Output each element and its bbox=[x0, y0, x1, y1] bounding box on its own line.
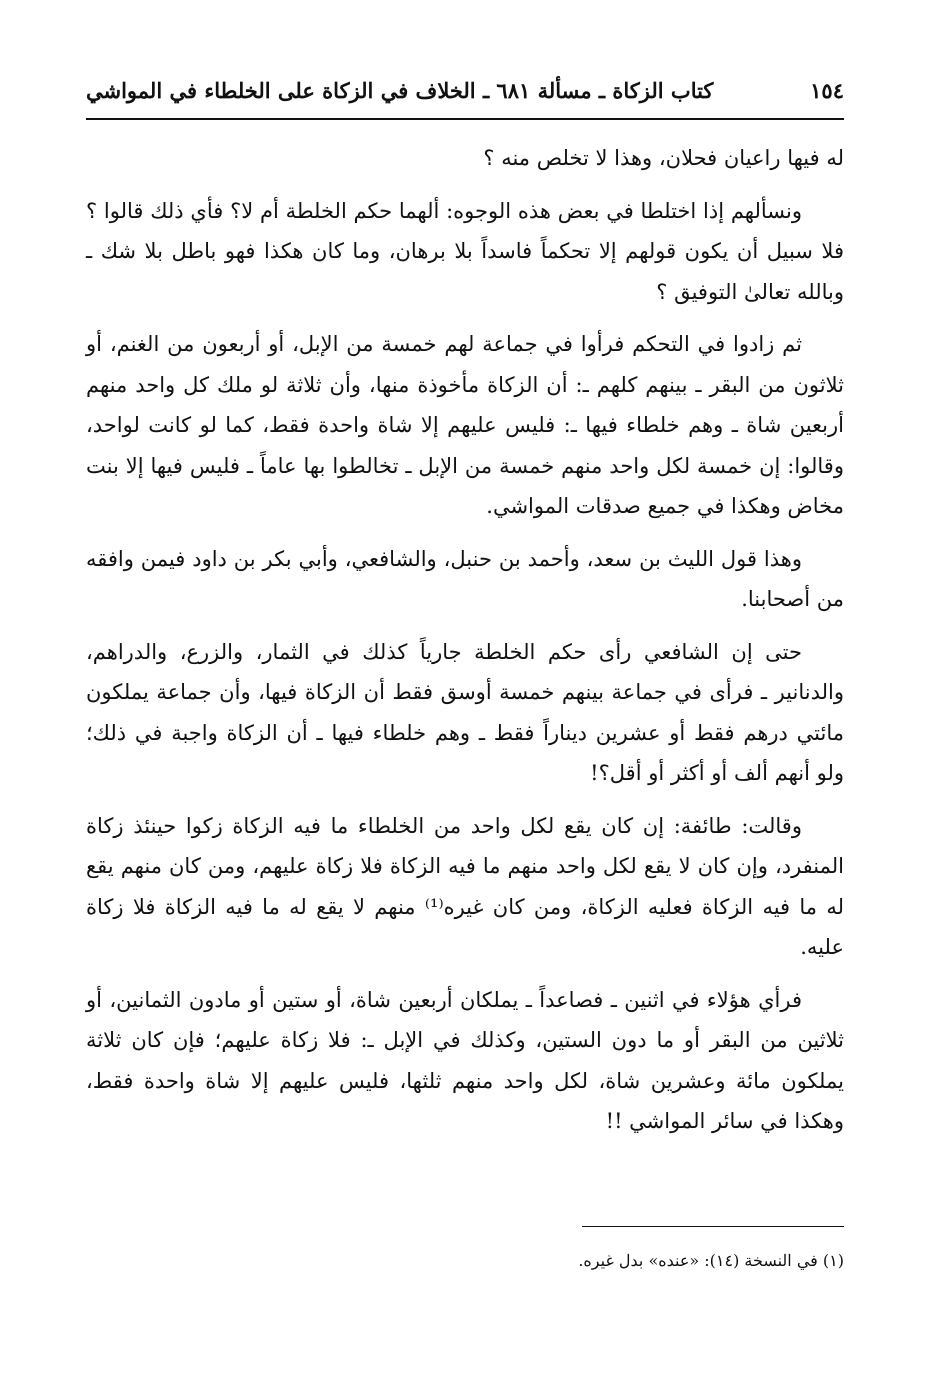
paragraph: وهذا قول الليث بن سعد، وأحمد بن حنبل، والشافعي، وأبي بكر بن داود فيمن وافقه من أصحابنا. bbox=[86, 546, 844, 611]
running-header bbox=[86, 68, 844, 112]
paragraph: فرأي هؤلاء في اثنين ـ فصاعداً ـ يملكان أربعين شاة، أو ستين أو مادون الثمانين، أو ثلاثين من البقر أو ما دون الستين، وكذلك في الإبل ـ: فلا زكاة عليهم؛ فإن كان ثلاثة يملكون مائة وعشرين شاة، لكل واحد منهم ثلثها، فليس عليهم إلا شاة واحدة فقط، وهكذا في سائر المواشي !! bbox=[86, 987, 844, 1133]
footnote: (١) في النسخة (١٤): «عنده» بدل غيره. bbox=[578, 1251, 844, 1270]
header-rule bbox=[86, 118, 844, 120]
paragraph: ثم زادوا في التحكم فرأوا في جماعة لهم خمسة من الإبل، أو أربعون من الغنم، أو ثلاثون من البقر ـ بينهم كلهم ـ: أن الزكاة مأخوذة منها، وأن ثلاثة لو ملك كل واحد منهم أربعين شاة ـ وهم خلطاء فيها ـ: فليس عليهم إلا شاة واحدة فقط، كما لو كانت لواحد، وقالوا: إن خمسة لكل واحد منهم خمسة من الإبل ـ تخالطوا بها عاماً ـ فليس فيها إلا بنت مخاض وهكذا في جميع صدقات المواشي. bbox=[86, 332, 844, 518]
paragraph: ونسألهم إذا اختلطا في بعض هذه الوجوه: ألهما حكم الخلطة أم لا؟ فأي ذلك قالوا ؟ فلا سبيل أن يكون قولهم إلا تحكماً فاسداً بلا برهان، وما كان هكذا فهو باطل بلا شك ـ وبالله تعالىٰ التوفيق ؟ bbox=[86, 198, 844, 304]
main-text bbox=[86, 138, 844, 1154]
footnote-rule bbox=[582, 1226, 844, 1227]
page-number: ١٥٤ bbox=[810, 77, 844, 103]
paragraph: حتى إن الشافعي رأى حكم الخلطة جارياً كذلك في الثمار، والزرع، والدراهم، والدنانير ـ فرأى في جماعة بينهم خمسة أوسق فقط أن الزكاة فيها، وأن جماعة يملكون مائتي درهم فقط أو عشرين ديناراً فقط ـ وهم خلطاء فيها ـ أن الزكاة واجبة في ذلك؛ ولو أنهم ألف أو أكثر أو أقل؟! bbox=[86, 639, 844, 785]
paragraph: له فيها راعيان فحلان، وهذا لا تخلص منه ؟ bbox=[483, 146, 844, 170]
paragraph: وقالت: طائفة: إن كان يقع لكل واحد من الخلطاء ما فيه الزكاة زكوا حينئذ زكاة المنفرد، وإن كان لا يقع لكل واحد منهم ما فيه الزكاة فلا زكاة عليهم، ومن كان منهم يقع له ما فيه الزكاة فعليه الزكاة، ومن كان غيره⁽¹⁾ منهم لا يقع له ما فيه الزكاة فلا زكاة عليه. bbox=[86, 813, 844, 959]
running-title: كتاب الزكاة ـ مسألة ٦٨١ ـ الخلاف في الزكاة على الخلطاء في المواشي bbox=[86, 77, 714, 103]
